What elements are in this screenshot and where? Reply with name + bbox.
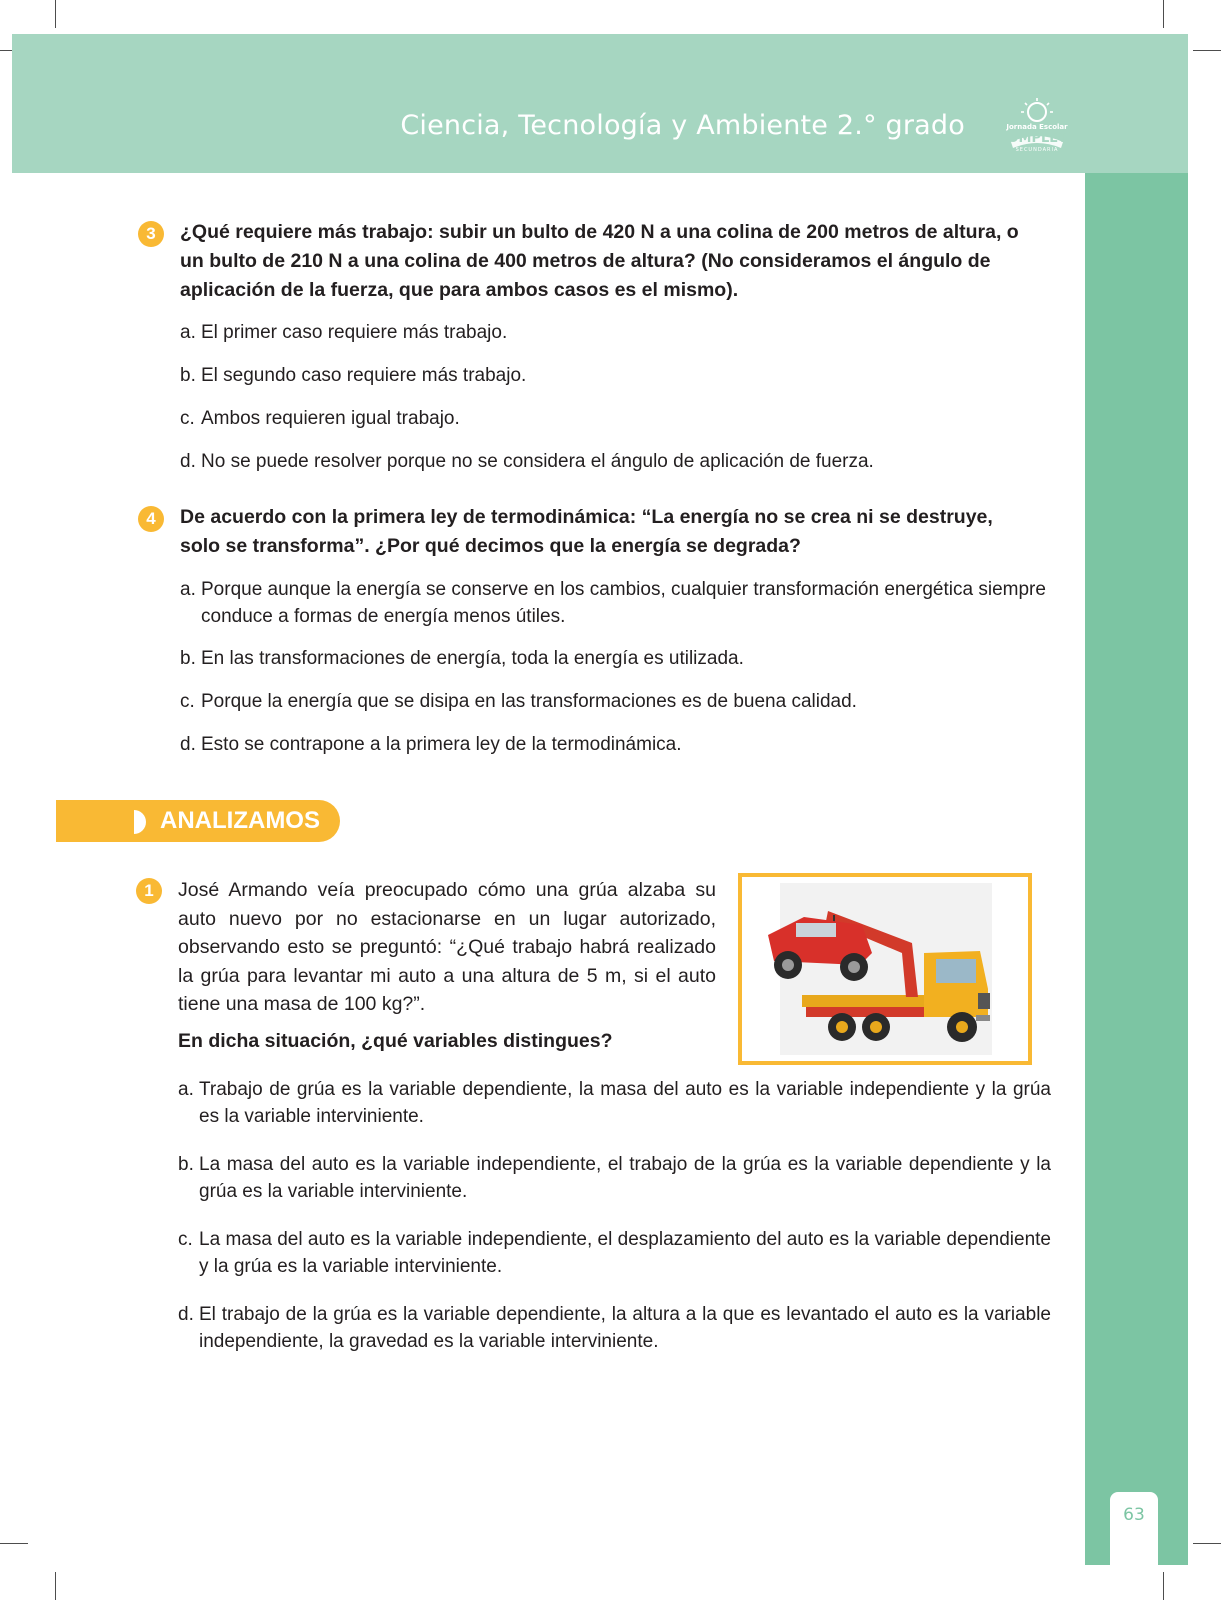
answer-option (180, 688, 1051, 715)
option-letter: d. (178, 1304, 194, 1325)
option-text: El segundo caso requiere más trabajo. (201, 365, 527, 386)
option-letter: c. (180, 691, 195, 712)
page-title: Ciencia, Tecnología y Ambiente 2.° grado (400, 110, 965, 141)
jornada-escolar-logo (997, 96, 1077, 156)
crop-mark (55, 1572, 56, 1600)
option-text: Ambos requieren igual trabajo. (201, 408, 460, 429)
answer-option (180, 576, 1051, 630)
logo-main-text: COMPLETA (997, 131, 1077, 146)
option-text: El primer caso requiere más trabajo. (201, 322, 508, 343)
answer-option (178, 1226, 1051, 1280)
answer-option (178, 1151, 1051, 1205)
crop-mark (1193, 50, 1221, 51)
side-band (1085, 173, 1188, 1565)
option-letter: c. (178, 1229, 193, 1250)
option-text: No se puede resolver porque no se considera el ángulo de aplicación de fuerza. (201, 451, 874, 472)
question-paragraph: José Armando veía preocupado cómo una grúa alzaba su auto nuevo por no estacionarse en un lugar autorizado, observando esto se preguntó: “¿Qué trabajo habrá realizado la grúa para levantar mi auto a una altura de 5 m, si el auto tiene una masa de 100 kg?”. (178, 879, 716, 1015)
crop-mark (55, 0, 56, 28)
option-letter: a. (178, 1079, 194, 1100)
question-text: ¿Qué requiere más trabajo: subir un bulto de 420 N a una colina de 200 metros de altura, o un bulto de 210 N a una colina de 400 metros de altura? (No consideramos el ángulo de aplicación de la fuerza, que para ambos casos es el mismo). (180, 221, 1019, 301)
answer-option (180, 645, 1051, 672)
answer-option (180, 405, 1051, 432)
option-text: Porque aunque la energía se conserve en los cambios, cualquier transformación energética siempre conduce a formas de energía menos útiles. (201, 579, 1046, 627)
question-number-badge: 4 (138, 506, 164, 532)
crop-mark (1193, 1543, 1221, 1544)
question-prompt: En dicha situación, ¿qué variables distingues? (178, 1030, 613, 1052)
option-text: Esto se contrapone a la primera ley de la termodinámica. (201, 734, 682, 755)
answer-option (180, 731, 1051, 758)
page-number: 63 (1123, 1505, 1145, 1525)
option-text: La masa del auto es la variable independiente, el desplazamiento del auto es la variable dependiente y la grúa es la variable interviniente. (199, 1229, 1051, 1277)
answer-option (178, 1076, 1051, 1130)
option-letter: a. (180, 579, 196, 600)
option-text: El trabajo de la grúa es la variable dependiente, la altura a la que es levantado el auto es la variable independiente, la gravedad es la variable interviniente. (199, 1304, 1051, 1352)
crop-mark (0, 1543, 28, 1544)
question-number-badge: 3 (138, 221, 164, 247)
logo-bottom-text: SECUNDARIA (1015, 147, 1059, 153)
answer-option (178, 1301, 1051, 1355)
option-letter: b. (180, 365, 196, 386)
answer-option (180, 362, 1051, 389)
option-letter: d. (180, 451, 196, 472)
option-letter: a. (180, 322, 196, 343)
option-letter: d. (180, 734, 196, 755)
option-text: La masa del auto es la variable independiente, el trabajo de la grúa es la variable dependiente y la grúa es la variable interviniente. (199, 1154, 1051, 1202)
answer-option (180, 319, 1051, 346)
option-letter: c. (180, 408, 195, 429)
section-title: ANALIZAMOS (160, 807, 320, 834)
question-text: De acuerdo con la primera ley de termodinámica: “La energía no se crea ni se destruye, solo se transforma”. ¿Por qué decimos que la energía se degrada? (180, 506, 993, 557)
crop-mark (1163, 0, 1164, 28)
crop-mark (1163, 1572, 1164, 1600)
option-text: En las transformaciones de energía, toda la energía es utilizada. (201, 648, 744, 669)
answer-option (180, 448, 1051, 475)
option-text: Trabajo de grúa es la variable dependiente, la masa del auto es la variable independiente y la grúa es la variable interviniente. (199, 1079, 1051, 1127)
logo-top-text: Jornada Escolar (1006, 123, 1068, 131)
question-number-badge: 1 (136, 878, 162, 904)
page-number-tab (1110, 1492, 1158, 1565)
option-letter: b. (180, 648, 196, 669)
option-letter: b. (178, 1154, 194, 1175)
tow-truck-icon (742, 877, 1028, 1061)
option-text: Porque la energía que se disipa en las transformaciones es de buena calidad. (201, 691, 857, 712)
tow-truck-photo (738, 873, 1032, 1065)
